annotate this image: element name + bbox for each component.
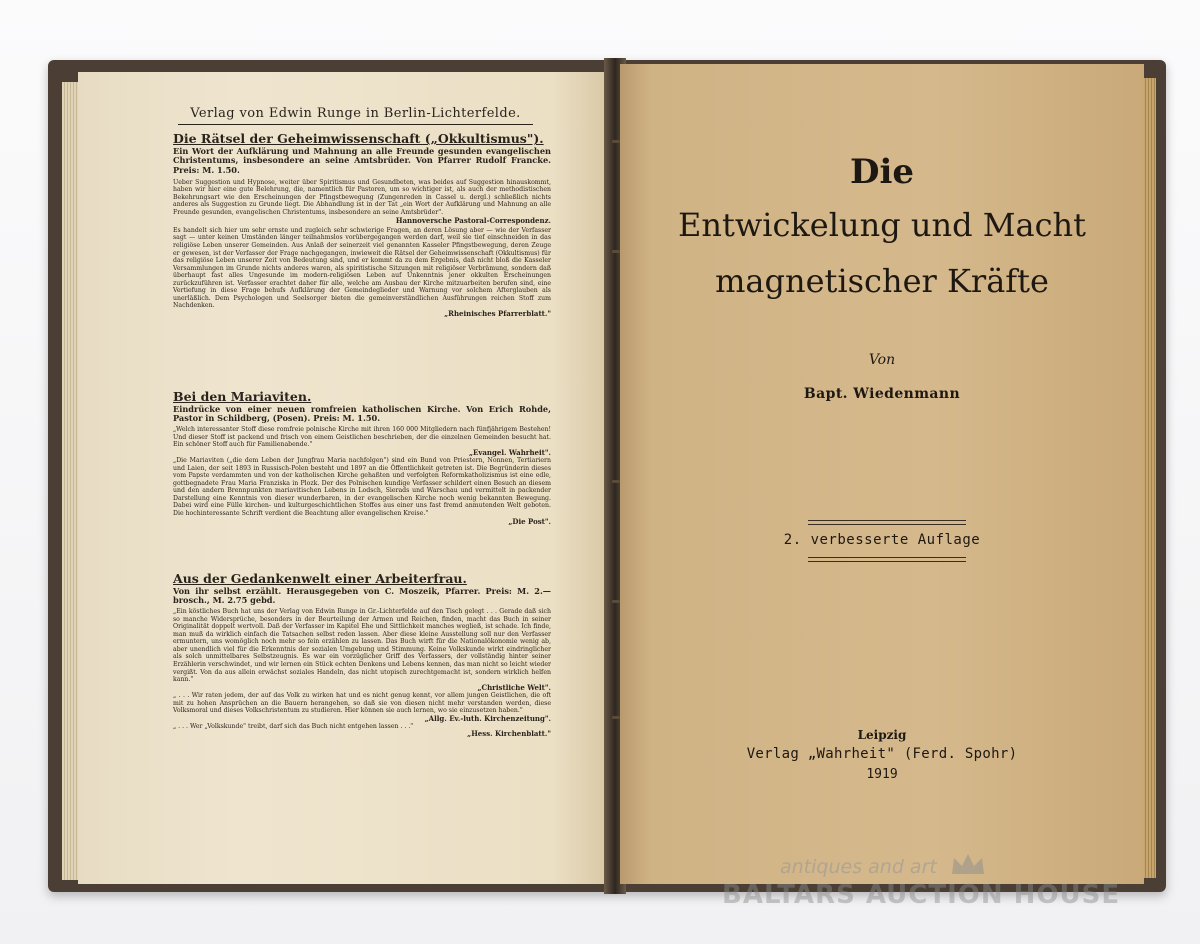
divider-top (808, 520, 966, 521)
entry-description: Ein Wort der Aufklärung und Mahnung an alle Freunde gesunden evangelischen Christentums, insbesondere an seine Amtsbrüder. Von Pfarrer Rudolf Francke. Preis: M. 1.50. (173, 145, 551, 176)
publisher-header: Verlag von Edwin Runge in Berlin-Lichterfelde. (178, 106, 533, 125)
publisher-name: Verlag „Wahrheit" (Ferd. Spohr) (746, 746, 1018, 762)
entry-title: Aus der Gedankenwelt einer Arbeiterfrau. (173, 571, 467, 586)
entry-review-source: „Hess. Kirchenblatt." (467, 729, 551, 739)
watermark-brand: BALTARS AUCTION HOUSE (722, 880, 1121, 910)
entry-review: „Die Mariaviten („die dem Leben der Jungfrau Maria nachfolgen") sind ein Bund von Priestern, Nonnen, Tertiariern und Laien, der seit 1893 in Russisch-Polen besteht und 1897 an die Öffentlichkeit getreten ist. Die Begründerin dieses vom Papste verdammten und von der katholischen Kirche gehaßten und verfolgten Reformkatholizismus ist eine edle, gottbegnadete Frau Maria Franziska in Plozk. Der des Polnischen kundige Verfasser schildert einen Besuch an diesem und den andern Brennpunkten mariavitischen Lebens in Lodsch, Sierads und Warschau und vermittelt in packender Darstellung eine Kenntnis von dieser wunderbaren, in der evangelischen Kirche noch wenig bekannten Bewegung. Dabei wird eine Fülle kirchen- und kulturgeschichtlichen Stoffes aus einer uns fast fremd anmutenden Welt geboten. Die hochinteressante Schrift verdient die Beachtung aller evangelischen Kreise." (173, 457, 551, 517)
divider-bottom (808, 557, 966, 558)
crown-icon (948, 850, 988, 878)
title-line-2: Entwickelung und Macht (678, 206, 1086, 244)
ad-entry-arbeiterfrau (173, 572, 551, 739)
publisher-city: Leipzig (857, 728, 907, 742)
entry-note-source: Hannoversche Pastoral-Correspondenz. (395, 215, 551, 225)
ad-entry-okkultismus (173, 132, 551, 318)
entry-review-source: „Rheinisches Pfarrerblatt." (444, 309, 551, 319)
binding-stitch (612, 480, 620, 483)
entry-review: Es handelt sich hier um sehr ernste und zugleich sehr schwierige Fragen, an deren Lösung aber — wie der Verfasser sagt — unter keinen Umständen länger teilnahmslos vorübergegangen werden darf, weil sie tief einschneiden in das religiöse Leben unserer Gemeinden. Aus Anlaß der seinerzeit viel genannten Kasseler Pfingstbewegung, deren Zeuge er gewesen, ist der Verfasser der Frage nachgegangen, inwieweit die Rätsel der Geheimwissenschaft (Okkultismus) für das religiöse Leben unserer Zeit von Bedeutung sind, und er kommt da zu dem Ergebnis, daß nicht bloß die Kasseler Versammlungen im Grunde nichts anderes waren, als spiritistische Sitzungen mit religiöser Verbrämung, sondern daß überhaupt fast alles Ungesunde im modern-religiösen Leben auf Unkenntnis jener okkulten Erscheinungen zurückzuführen ist. Verfasser erachtet daher für alle, welche am Ausbau der Kirche mitzuarbeiten berufen sind, eine Vertiefung in diese Frage behufs Aufklärung der Gemeindeglieder und Warnung vor solchem Afterglauben als unerläßlich. Dem Psychologen und Seelsorger bieten die gemeinverständlichen Ausführungen reichen Stoff zum Nachdenken. (173, 226, 551, 310)
author-prefix: Von (868, 352, 896, 368)
publication-year: 1919 (866, 767, 898, 782)
entry-review: „ . . . Wir raten jedem, der auf das Volk zu wirken hat und es nicht genug kennt, vor allem jungen Geistlichen, die oft mit zu hohen Ansprüchen an die Bauern herangehen, so daß sie von diesen nicht mehr verstanden werden, diese Volksmoral und dieses Volkschristentum zu studieren. Hier können sie auch lernen, wo sie einzusetzen haben." (173, 691, 551, 715)
title-line-3: magnetischer Kräfte (715, 262, 1049, 300)
entry-description: Von ihr selbst erzählt. Herausgegeben von C. Moszeik, Pfarrer. Preis: M. 2.— brosch., M. 2.75 gebd. (173, 585, 551, 606)
entry-review-source: „Christliche Welt". (477, 682, 551, 692)
author-name: Bapt. Wiedenmann (803, 386, 961, 402)
entry-review-source: „Allg. Ev.-luth. Kirchenzeitung". (424, 713, 551, 723)
entry-title: Bei den Mariaviten. (173, 389, 312, 404)
left-page (78, 72, 606, 884)
entry-note: Ueber Suggestion und Hypnose, weiter über Spiritismus und Gesundbeten, was beides auf Suggestion hinauskommt, haben wir hier eine gute Belehrung, die, namentlich für Pastoren, um so wichtiger ist, als auch der methodistischen Bekehrungsart wie den Erscheinungen der Pfingstbewegung (Zungenreden in Cassel u. dergl.) schließlich nichts anderes als Suggestion zu Grunde liegt. Die Abhandlung ist in der Tat „ein Wort der Aufklärung und Mahnung an alle Freunde gesunden, evangelischen Christentums, insbesondere an seine Amtsbrüder". (173, 178, 551, 217)
title-line-1: Die (849, 152, 915, 192)
entry-description: Eindrücke von einer neuen romfreien katholischen Kirche. Von Erich Rohde, Pastor in Schildberg, (Posen). Preis: M. 1.50. (173, 403, 551, 424)
ad-entry-mariaviten (173, 390, 551, 526)
divider-bottom (808, 561, 966, 562)
entry-review-source: „Evangel. Wahrheit". (468, 447, 551, 457)
edition-label: 2. verbesserte Auflage (783, 532, 981, 548)
binding-stitch (612, 140, 620, 143)
watermark-tagline: antiques and art (780, 856, 937, 878)
binding-stitch (612, 600, 620, 603)
divider-top (808, 524, 966, 525)
auction-watermark (690, 850, 1150, 920)
entry-review: „Welch interessanter Stoff diese romfreie polnische Kirche mit ihren 160 000 Mitgliedern nach fünfjährigem Bestehen! Und dieser Stoff ist packend und frisch von einem Geistlichen beschrieben, der die einzelnen Gemeinden besucht hat. Ein schöner Stoff auch für Familienabende." (173, 426, 551, 449)
entry-review: „Ein köstliches Buch hat uns der Verlag von Edwin Runge in Gr.-Lichterfelde auf den Tisch gelegt . . . Gerade daß sich so manche Widersprüche, besonders in der Beurteilung der Armen und Reichen, finden, macht das Buch in seiner Originalität doppelt wertvoll. Daß der Verfasser im Kapitel Ehe und Sittlichkeit manches wegließ, ist schade. Ich finde, man muß da wirklich einfach die Tatsachen selbst reden lassen. Aber diese kleine Ausstellung soll nur den Verfasser ermuntern, uns womöglich noch mehr so fein erzählen zu lassen. Das Buch wirft für die Nationalökonomie wenig ab, aber unendlich viel für die Erkenntnis der sozialen Umgebung und Stimmung. Keine Volkskunde wirkt eindringlicher als solch unmittelbares Selbstzeugnis. Es war ein vorzüglicher Griff des Verfassers, der vollständig hinter seiner Erzählerin verschwindet, und wir lernen ein Stück echten Denkens und Lebens kennen, das man nicht so leicht wieder vergißt. Von da aus allein erwächst soziales Handeln, das nicht utopisch zurechtgemacht ist, sondern wirklich helfen kann." (173, 608, 551, 684)
binding-stitch (612, 716, 620, 719)
entry-review: „ . . . Wer „Volkskunde" treibt, darf sich das Buch nicht entgehen lassen . . ." (173, 722, 414, 730)
entry-review-source: „Die Post". (508, 516, 551, 526)
entry-title: Die Rätsel der Geheimwissenschaft („Okkultismus"). (173, 131, 544, 146)
binding-stitch (612, 250, 620, 253)
title-page (620, 64, 1144, 884)
